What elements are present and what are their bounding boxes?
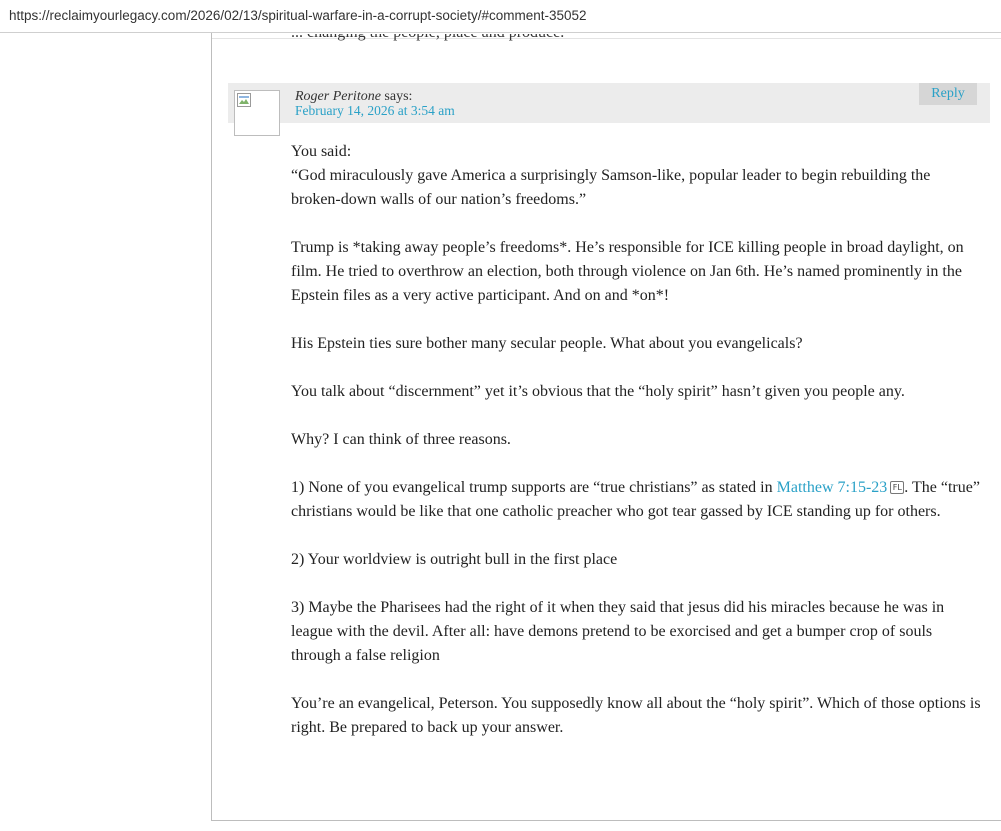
paragraph-text: . The “true” christians would be like that one catholic preacher who got tear gassed by ICE standing up for others.: [291, 479, 980, 520]
comment-paragraph: You’re an evangelical, Peterson. You supposedly know all about the “holy spirit”. Which of those options is right. Be prepared to back up your answer.: [291, 695, 981, 736]
comment-body: [291, 140, 981, 764]
content-border-bottom: [211, 820, 1001, 821]
reply-button[interactable]: Reply: [919, 83, 977, 105]
comment-paragraph: 2) Your worldview is outright bull in the first place: [291, 551, 618, 568]
faithlife-reference-icon[interactable]: FL: [890, 481, 904, 494]
comment-paragraph: You talk about “discernment” yet it’s obvious that the “holy spirit” hasn’t given you people any.: [291, 383, 905, 400]
comment-paragraph: [291, 140, 981, 212]
comment-paragraph: Trump is *taking away people’s freedoms*. He’s responsible for ICE killing people in broad daylight, on film. He tried to overthrow an election, both through violence on Jan 6th. He’s named prominently in the Epstein files as a very active participant. And on and *on*!: [291, 239, 964, 304]
broken-image-icon: [237, 93, 251, 107]
comment-paragraph: 3) Maybe the Pharisees had the right of it when they said that jesus did his miracles because he was in league with the devil. After all: have demons pretend to be exorcised and get a bumper crop of souls through a false religion: [291, 599, 945, 664]
address-bar-url[interactable]: https://reclaimyourlegacy.com/2026/02/13/spiritual-warfare-in-a-corrupt-society/#comment-35052: [9, 8, 587, 23]
says-label: says:: [384, 89, 413, 104]
scripture-link[interactable]: Matthew 7:15-23: [776, 479, 888, 496]
comment-paragraph: Why? I can think of three reasons.: [291, 431, 511, 448]
address-bar[interactable]: [0, 0, 1001, 33]
paragraph-text: 1) None of you evangelical trump supports are “true christians” as stated in: [291, 479, 777, 496]
quote-intro: You said:: [291, 143, 352, 160]
quote-text: “God miraculously gave America a surprisingly Samson-like, popular leader to begin rebuilding the broken-down walls of our nation’s freedoms.”: [291, 167, 931, 208]
content-border-left: [211, 33, 212, 821]
comment-paragraph: His Epstein ties sure bother many secular people. What about you evangelicals?: [291, 335, 803, 352]
avatar: [234, 90, 280, 136]
comment-date-link[interactable]: February 14, 2026 at 3:54 am: [295, 103, 455, 118]
comment-paragraph: [291, 476, 981, 524]
comment-author: Roger Peritone: [295, 89, 381, 104]
